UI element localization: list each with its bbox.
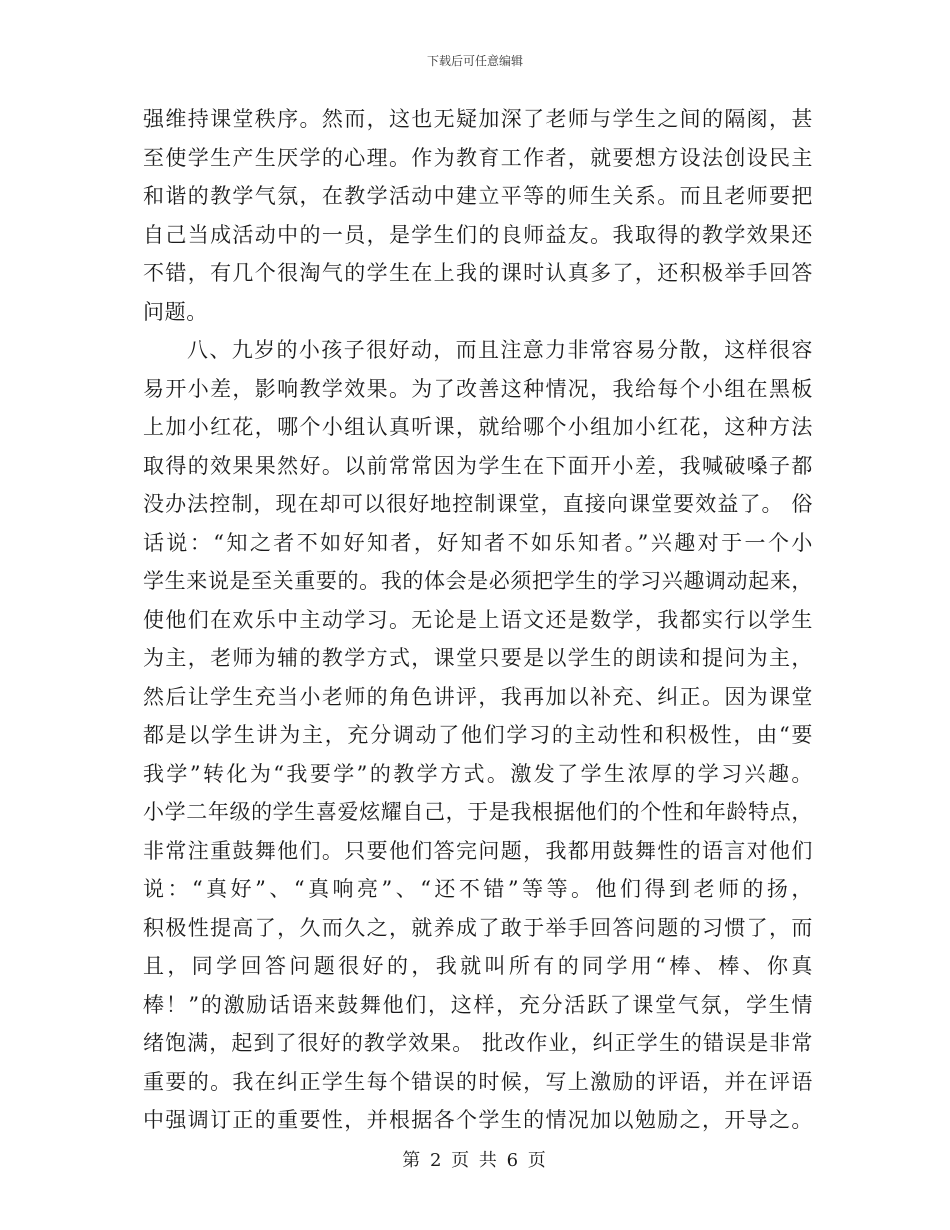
text-line: 使他们在欢乐中主动学习。无论是上语文还是数学，我都实行以学生	[143, 607, 813, 632]
text-line: 问题。	[143, 299, 208, 324]
text-line: 非常注重鼓舞他们。只要他们答完问题，我都用鼓舞性的语言对他们	[143, 838, 813, 863]
text-line: 积极性提高了，久而久之，就养成了敢于举手回答问题的习惯了，而	[143, 915, 813, 940]
text-line: 然后让学生充当小老师的角色讲评，我再加以补充、纠正。因为课堂	[143, 684, 813, 709]
text-line: 和谐的教学气氛，在教学活动中建立平等的师生关系。而且老师要把	[143, 184, 813, 208]
text-line: 自己当成活动中的一员，是学生们的良师益友。我取得的教学效果还	[143, 222, 813, 247]
text-line: 中强调订正的重要性，并根据各个学生的情况加以勉励之，开导之。	[143, 1108, 813, 1132]
text-line: 小学二年级的学生喜爱炫耀自己，于是我根据他们的个性和年龄特点，	[143, 800, 813, 824]
text-line: 取得的效果果然好。以前常常因为学生在下面开小差，我喊破嗓子都	[143, 453, 813, 478]
text-line: 学生来说是至关重要的。我的体会是必须把学生的学习兴趣调动起来，	[143, 569, 813, 593]
text-line: 易开小差，影响教学效果。为了改善这种情况，我给每个小组在黑板	[143, 376, 813, 401]
text-line: 强维持课堂秩序。然而，这也无疑加深了老师与学生之间的隔阂，甚	[143, 107, 813, 131]
document-body	[143, 100, 813, 1140]
text-line: 为主，老师为辅的教学方式，课堂只要是以学生的朗读和提问为主，	[143, 646, 813, 670]
text-line: 重要的。我在纠正学生每个错误的时候，写上激励的评语，并在评语	[143, 1069, 813, 1094]
page-header: 下载后可任意编辑	[426, 54, 523, 68]
text-line: 至使学生产生厌学的心理。作为教育工作者，就要想方设法创设民主	[143, 145, 813, 170]
text-line: 棒！”的激励话语来鼓舞他们，这样，充分活跃了课堂气氛，学生情	[143, 992, 813, 1017]
text-line: 绪饱满，起到了很好的教学效果。 批改作业，纠正学生的错误是非常	[143, 1031, 813, 1055]
text-line: 说：“真好”、“真响亮”、“还不错”等等。他们得到老师的扬，	[143, 877, 813, 901]
text-line: 我学”转化为“我要学”的教学方式。激发了学生浓厚的学习兴趣。	[143, 761, 813, 786]
page-number-footer: 第 2 页 共 6 页	[402, 1150, 548, 1171]
text-line: 上加小红花，哪个小组认真听课，就给哪个小组加小红花，这种方法	[143, 415, 813, 439]
text-line: 没办法控制，现在却可以很好地控制课堂，直接向课堂要效益了。 俗	[143, 492, 813, 516]
text-line: 且，同学回答问题很好的，我就叫所有的同学用“棒、棒、你真	[143, 954, 813, 978]
text-line: 都是以学生讲为主，充分调动了他们学习的主动性和积极性，由“要	[143, 723, 813, 747]
paragraph-start-line: 八、九岁的小孩子很好动，而且注意力非常容易分散，这样很容	[187, 338, 813, 362]
text-line: 不错，有几个很淘气的学生在上我的课时认真多了，还积极举手回答	[143, 261, 813, 285]
text-line: 话说：“知之者不如好知者，好知者不如乐知者。”兴趣对于一个小	[143, 530, 813, 555]
